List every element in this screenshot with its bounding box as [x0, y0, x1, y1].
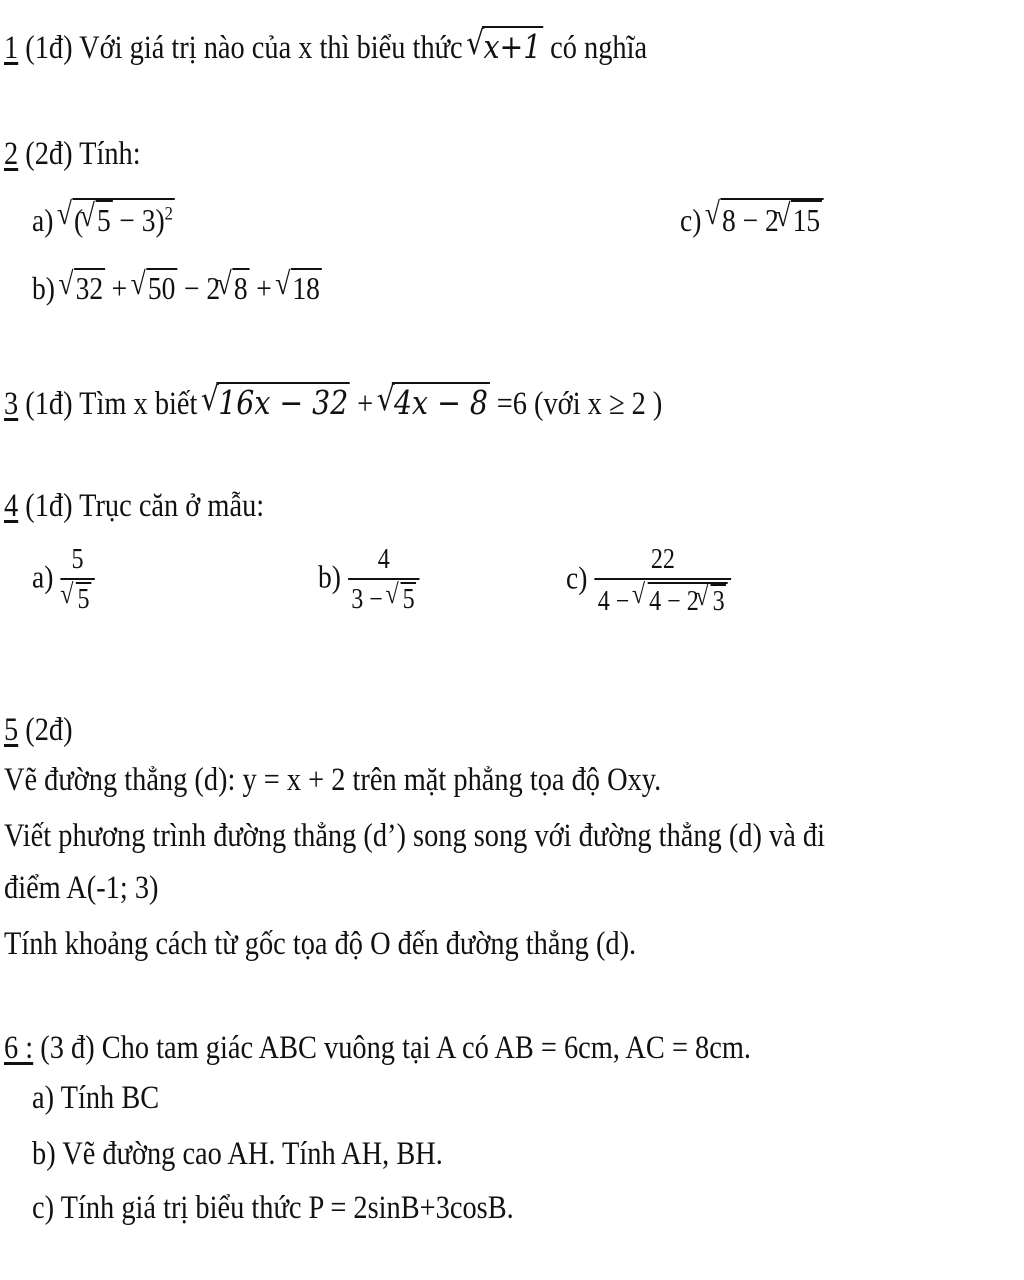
item-label: b): [318, 558, 341, 595]
question-text: (1đ) Trục căn ở mẫu:: [18, 488, 265, 524]
q4-item-c: [566, 544, 732, 618]
question-6: [4, 1030, 751, 1067]
item-label: c): [566, 559, 588, 596]
question-1: [4, 26, 647, 67]
question-number: 6 :: [4, 1030, 34, 1066]
question-text: (2đ): [18, 712, 73, 748]
q2-item-a: [32, 198, 175, 239]
item-label: c): [680, 202, 702, 238]
question-3: 3 (1đ) Tìm x biết √ 16x − 32 + √ 4x − 8 =6 (với x ≥ 2 ): [4, 382, 662, 423]
item-label: b): [32, 270, 55, 306]
sqrt-expression: √ x+1: [470, 26, 543, 66]
question-2: [4, 136, 141, 173]
fraction: $\frac{22}{4 - √ 4 - 2√ 3}$: [594, 544, 731, 618]
q6-item-b: b) Vẽ đường cao AH. Tính AH, BH.: [32, 1136, 443, 1172]
question-text-tail: có nghĩa: [543, 30, 648, 66]
question-5: [4, 712, 73, 749]
sqrt-expression: √ 4x − 8: [380, 382, 489, 422]
q2-item-c: [680, 198, 824, 239]
question-text: (2đ) Tính:: [18, 136, 141, 172]
fraction: 5 √ 5: [60, 544, 94, 616]
question-number: 2: [4, 136, 19, 172]
item-label: a): [32, 202, 54, 238]
q2-item-b: b) √ 32 + √ 50 − 2√ 8 + √ 18: [32, 268, 322, 307]
q5-line-3: điểm A(-1; 3): [4, 870, 159, 906]
fraction: $\frac{4}{3 - √ 5}$: [348, 544, 420, 616]
q6-item-c: c) Tính giá trị biểu thức P = 2sinB+3cosB.: [32, 1190, 514, 1226]
question-number: 5: [4, 712, 19, 748]
question-4: [4, 488, 264, 525]
sqrt-expression: √ 16x − 32: [204, 382, 350, 422]
question-number: 3: [4, 386, 19, 422]
item-label: a): [32, 558, 54, 595]
question-text: (1đ) Với giá trị nào của x thì biểu thức: [18, 30, 470, 66]
q5-line-2: Viết phương trình đường thẳng (d’) song song với đường thẳng (d) và đi: [4, 818, 825, 854]
q4-item-b: [318, 544, 420, 616]
question-number: 4: [4, 488, 19, 524]
question-text: (1đ) Tìm x biết: [18, 386, 205, 422]
q4-item-a: [32, 544, 95, 616]
question-number: 1: [4, 30, 19, 66]
sqrt-expression: √ (√ 5 − 3)$^2$: [60, 198, 174, 239]
question-text: (3 đ) Cho tam giác ABC vuông tại A có AB = 6cm, AC = 8cm.: [33, 1030, 752, 1066]
sqrt-expression: √ 8 − 2√ 15: [708, 198, 823, 239]
q5-line-4: Tính khoảng cách từ gốc tọa độ O đến đường thẳng (d).: [4, 926, 637, 962]
q6-item-a: a) Tính BC: [32, 1080, 160, 1116]
q5-line-1: Vẽ đường thẳng (d): y = x + 2 trên mặt phẳng tọa độ Oxy.: [4, 762, 662, 798]
